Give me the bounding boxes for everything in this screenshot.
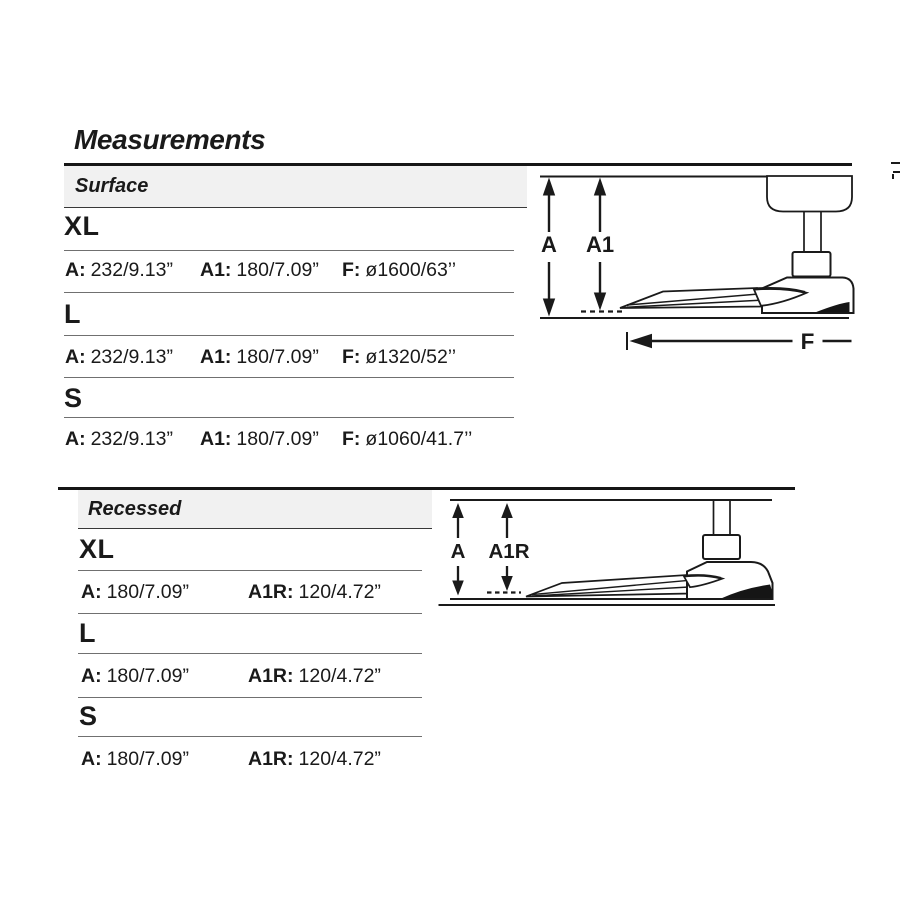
dim-a-label: A: [450, 540, 466, 563]
spec-value: 180/7.09”: [236, 346, 319, 368]
spec-a1: [200, 346, 319, 369]
spec-label: A:: [65, 346, 86, 368]
spec-value: 180/7.09”: [106, 748, 189, 770]
surface-header-band: [64, 166, 527, 208]
spec-label: F:: [342, 346, 361, 368]
spec-label: A1:: [200, 428, 232, 450]
fan-blade-left: [620, 288, 762, 308]
spec-value: 180/7.09”: [106, 665, 189, 687]
dim-a1-label: A1: [585, 232, 615, 257]
row-separator: [78, 653, 422, 654]
recessed-size-s: S: [79, 701, 98, 731]
fan-coupling: [703, 535, 740, 559]
row-separator: [78, 613, 422, 614]
spec-value: 180/7.09”: [106, 581, 189, 603]
spec-f: [342, 259, 456, 282]
spec-value: 180/7.09”: [236, 428, 319, 450]
spec-a1: [200, 259, 319, 282]
dimension-arrow-a: [451, 503, 466, 596]
edge-fragment: [891, 162, 900, 164]
spec-f: [342, 346, 456, 369]
spec-a: [81, 581, 189, 604]
dim-f-label: F: [800, 329, 815, 354]
spec-label: A:: [81, 665, 102, 687]
spec-value: 232/9.13”: [90, 428, 173, 450]
spec-a: [81, 665, 189, 688]
recessed-header-label: Recessed: [88, 497, 182, 520]
dimension-arrow-a: [541, 178, 557, 317]
spec-label: A1:: [200, 346, 232, 368]
fan-canopy: [767, 176, 852, 212]
row-separator: [78, 736, 422, 737]
edge-fragment: [893, 171, 900, 173]
spec-a: [65, 259, 173, 282]
dimension-arrow-f: [627, 329, 852, 354]
spec-label: A1R:: [248, 581, 294, 603]
spec-label: A:: [81, 748, 102, 770]
spec-label: F:: [342, 428, 361, 450]
spec-value: 180/7.09”: [236, 259, 319, 281]
spec-a1: [200, 428, 319, 451]
row-separator: [78, 697, 422, 698]
spec-label: A:: [65, 428, 86, 450]
dim-a1r-label: A1R: [488, 540, 530, 563]
surface-header-label: Surface: [75, 175, 149, 197]
spec-label: A:: [65, 259, 86, 281]
spec-f: [342, 428, 472, 451]
spec-value: 120/4.72”: [298, 581, 381, 603]
recessed-s-data-row: [0, 748, 900, 774]
row-separator: [64, 292, 514, 293]
row-separator: [64, 417, 514, 418]
spec-value: 232/9.13”: [90, 259, 173, 281]
edge-fragment: [892, 174, 894, 180]
spec-a: [65, 428, 173, 451]
spec-a1r: [248, 748, 381, 771]
row-separator: [64, 250, 514, 251]
spec-value: 120/4.72”: [298, 665, 381, 687]
fan-coupling: [793, 252, 831, 277]
surface-mount-diagram: [530, 166, 900, 358]
spec-label: A:: [81, 581, 102, 603]
recessed-l-data-row: [0, 665, 900, 691]
spec-label: A1:: [200, 259, 232, 281]
recessed-size-l: L: [79, 618, 96, 648]
spec-label: F:: [342, 259, 361, 281]
surface-size-l: L: [64, 299, 81, 329]
recessed-size-xl: XL: [79, 534, 115, 564]
spec-value: 232/9.13”: [90, 346, 173, 368]
dimension-arrow-a1r: [488, 503, 529, 591]
spec-label: A1R:: [248, 665, 294, 687]
row-separator: [78, 570, 422, 571]
page-title: Measurements: [74, 124, 266, 155]
row-separator: [64, 335, 514, 336]
dimension-arrow-a1: [586, 178, 614, 311]
dim-a-label: A: [541, 232, 557, 257]
surface-s-data-row: [0, 428, 900, 454]
surface-size-xl: XL: [64, 211, 100, 241]
row-separator: [64, 377, 514, 378]
recessed-header-band: [78, 490, 432, 529]
spec-a: [65, 346, 173, 369]
spec-label: A1R:: [248, 748, 294, 770]
spec-value: ø1060/41.7’’: [365, 428, 473, 450]
spec-value: ø1320/52’’: [365, 346, 457, 368]
spec-a1r: [248, 581, 381, 604]
surface-size-s: S: [64, 383, 83, 413]
spec-value: ø1600/63’’: [365, 259, 457, 281]
fan-blade-left: [526, 575, 691, 597]
spec-value: 120/4.72”: [298, 748, 381, 770]
spec-a1r: [248, 665, 381, 688]
spec-a: [81, 748, 189, 771]
recessed-mount-diagram: [438, 490, 785, 612]
